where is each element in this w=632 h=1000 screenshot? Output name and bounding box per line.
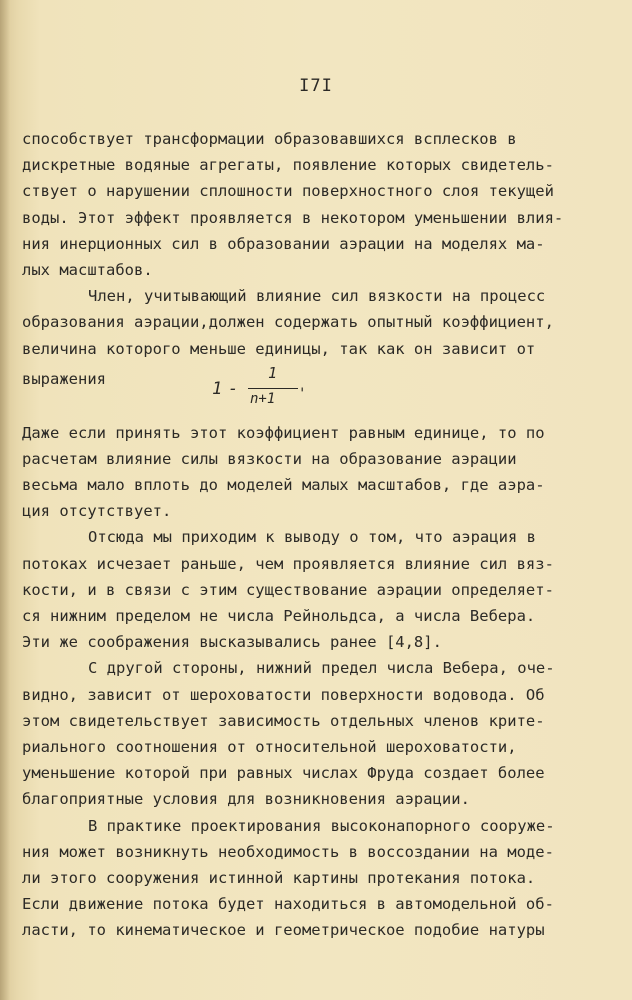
text-line: лых масштабов.: [22, 260, 153, 279]
text-line: кости, и в связи с этим существование аэрации определяет-: [22, 580, 554, 599]
formula: [194, 363, 307, 414]
text-line: Если движение потока будет находиться в автомодельной об-: [22, 895, 554, 914]
text-line: ласти, то кинематическое и геометрическое подобие натуры: [22, 921, 545, 940]
text-line: способствует трансформации образовавшихся всплесков в: [22, 130, 517, 148]
text-line: Отсюда мы приходим к выводу о том, что аэрация в: [88, 528, 536, 547]
formula-one: 1: [212, 378, 223, 399]
text-line: воды. Этот эффект проявляется в некотором уменьшении влия-: [22, 208, 564, 227]
formula-numerator: 1: [268, 363, 278, 382]
formula-row: [22, 362, 622, 420]
text-line: Эти же соображения высказывались ранее [4,8].: [22, 633, 442, 652]
text-line: С другой стороны, нижний предел числа Вебера, оче-: [88, 659, 555, 678]
text-line: ния инерционных сил в образовании аэрации на моделях ма-: [22, 234, 545, 253]
text-line: ли этого сооружения истинной картины протекания потока.: [22, 868, 536, 887]
text-line: В практике проектирования высоконапорного сооруже-: [88, 816, 555, 835]
page-number: I7I: [299, 76, 333, 96]
text-line: Даже если принять этот коэффициент равным единице, то по: [22, 423, 545, 442]
text-line: Член, учитывающий влияние сил вязкости на процесс: [88, 287, 546, 306]
text-line: ся нижним пределом не числа Рейнольдса, а числа Вебера.: [22, 607, 536, 625]
text-line: расчетам влияние силы вязкости на образование аэрации: [22, 449, 517, 468]
text-line: ция отсутствует.: [22, 502, 172, 521]
page-edge-shadow: [0, 0, 10, 1000]
text-line: образования аэрации,должен содержать опытный коэффициент,: [22, 313, 554, 332]
text-line: величина которого меньше единицы, так как он зависит от: [22, 339, 536, 358]
body-text: [22, 126, 622, 943]
fraction-bar: [248, 388, 298, 389]
formula-trailing-mark: ': [298, 385, 307, 402]
text-line: выражения: [22, 369, 106, 388]
text-line: видно, зависит от шероховатости поверхности водовода. Об: [22, 685, 545, 704]
text-line: ствует о нарушении сплошности поверхностного слоя текущей: [22, 182, 554, 201]
formula-minus: -: [228, 378, 239, 399]
text-line: этом свидетельствует зависимость отдельных членов крите-: [22, 711, 545, 730]
text-line: дискретные водяные агрегаты, появление которых свидетель-: [22, 156, 554, 175]
formula-denominator: n+1: [250, 390, 276, 407]
text-line: ния может возникнуть необходимость в воссоздании на моде-: [22, 842, 554, 861]
text-line: потоках исчезает раньше, чем проявляется влияние сил вяз-: [22, 554, 554, 573]
text-line: благоприятные условия для возникновения аэрации.: [22, 790, 470, 809]
text-line: уменьшение которой при равных числах Фруда создает более: [22, 764, 545, 783]
text-line: весьма мало вплоть до моделей малых масштабов, где аэра-: [22, 476, 545, 495]
text-line: риального соотношения от относительной шероховатости,: [22, 737, 517, 756]
